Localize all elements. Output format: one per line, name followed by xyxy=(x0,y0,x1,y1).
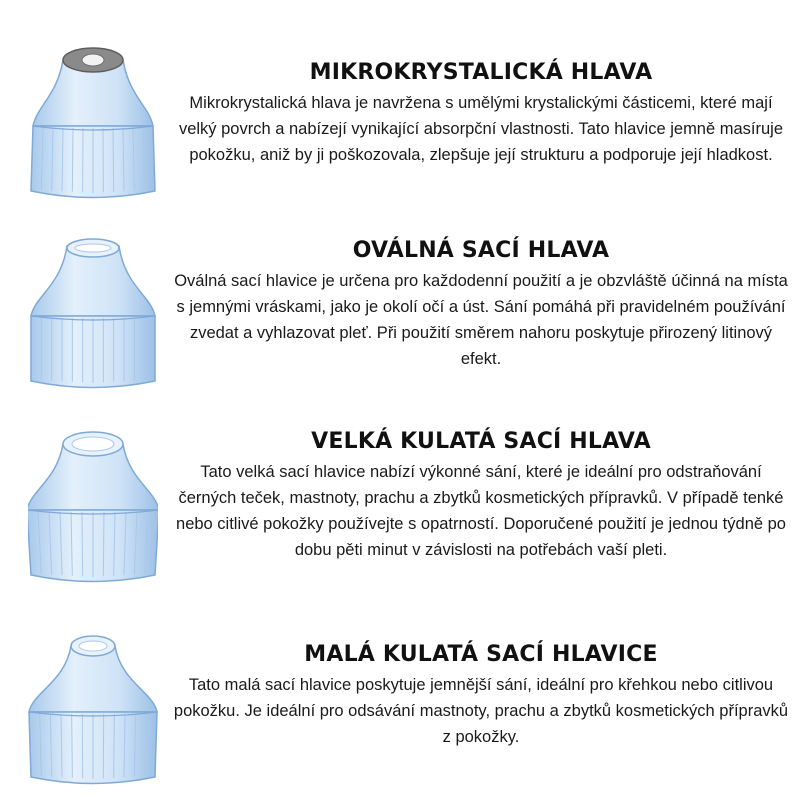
section-title: MIKROKRYSTALICKÁ HLAVA xyxy=(309,60,653,85)
large-round-suction-tip-icon xyxy=(28,420,158,590)
oval-suction-tip-icon xyxy=(28,226,158,396)
section-title: MALÁ KULATÁ SACÍ HLAVICE xyxy=(304,642,658,667)
section-description: Tato velká sací hlavice nabízí výkonné sání, které je ideální pro odstraňování černých teček, mastnoty, prachu a zbytků kosmetických přípravků. V případě tenké nebo citlivé pokožky používejte s opatrností. Doporučené použití je jednou týdně po dobu pěti minut v závislosti na potřebách vaší pleti. xyxy=(176,463,786,559)
section-title: OVÁLNÁ SACÍ HLAVA xyxy=(352,238,610,263)
microcrystal-tip-icon xyxy=(28,36,158,206)
section-title: VELKÁ KULATÁ SACÍ HLAVA xyxy=(311,429,651,454)
section-description: Oválná sací hlavice je určena pro každodenní použití a je obzvláště účinná na místa s jemnými vráskami, jako je okolí očí a úst. Sání pomáhá při pravidelném používání zvedat a vyhlazovat pleť. Při použití směrem nahoru poskytuje přirozený litinový efekt. xyxy=(174,272,788,368)
section-description: Mikrokrystalická hlava je navržena s umělými krystalickými částicemi, které mají velký povrch a nabízejí vynikající absorpční vlastnosti. Tato hlavice jemně masíruje pokožku, aniž by ji poškozovala, zlepšuje její strukturu a podporuje její hladkost. xyxy=(178,94,784,164)
small-round-suction-tip-icon xyxy=(28,622,158,792)
section-description: Tato malá sací hlavice poskytuje jemnější sání, ideální pro křehkou nebo citlivou pokožku. Je ideální pro odsávání mastnoty, prachu a zbytků kosmetických přípravků z pokožky. xyxy=(173,676,789,746)
